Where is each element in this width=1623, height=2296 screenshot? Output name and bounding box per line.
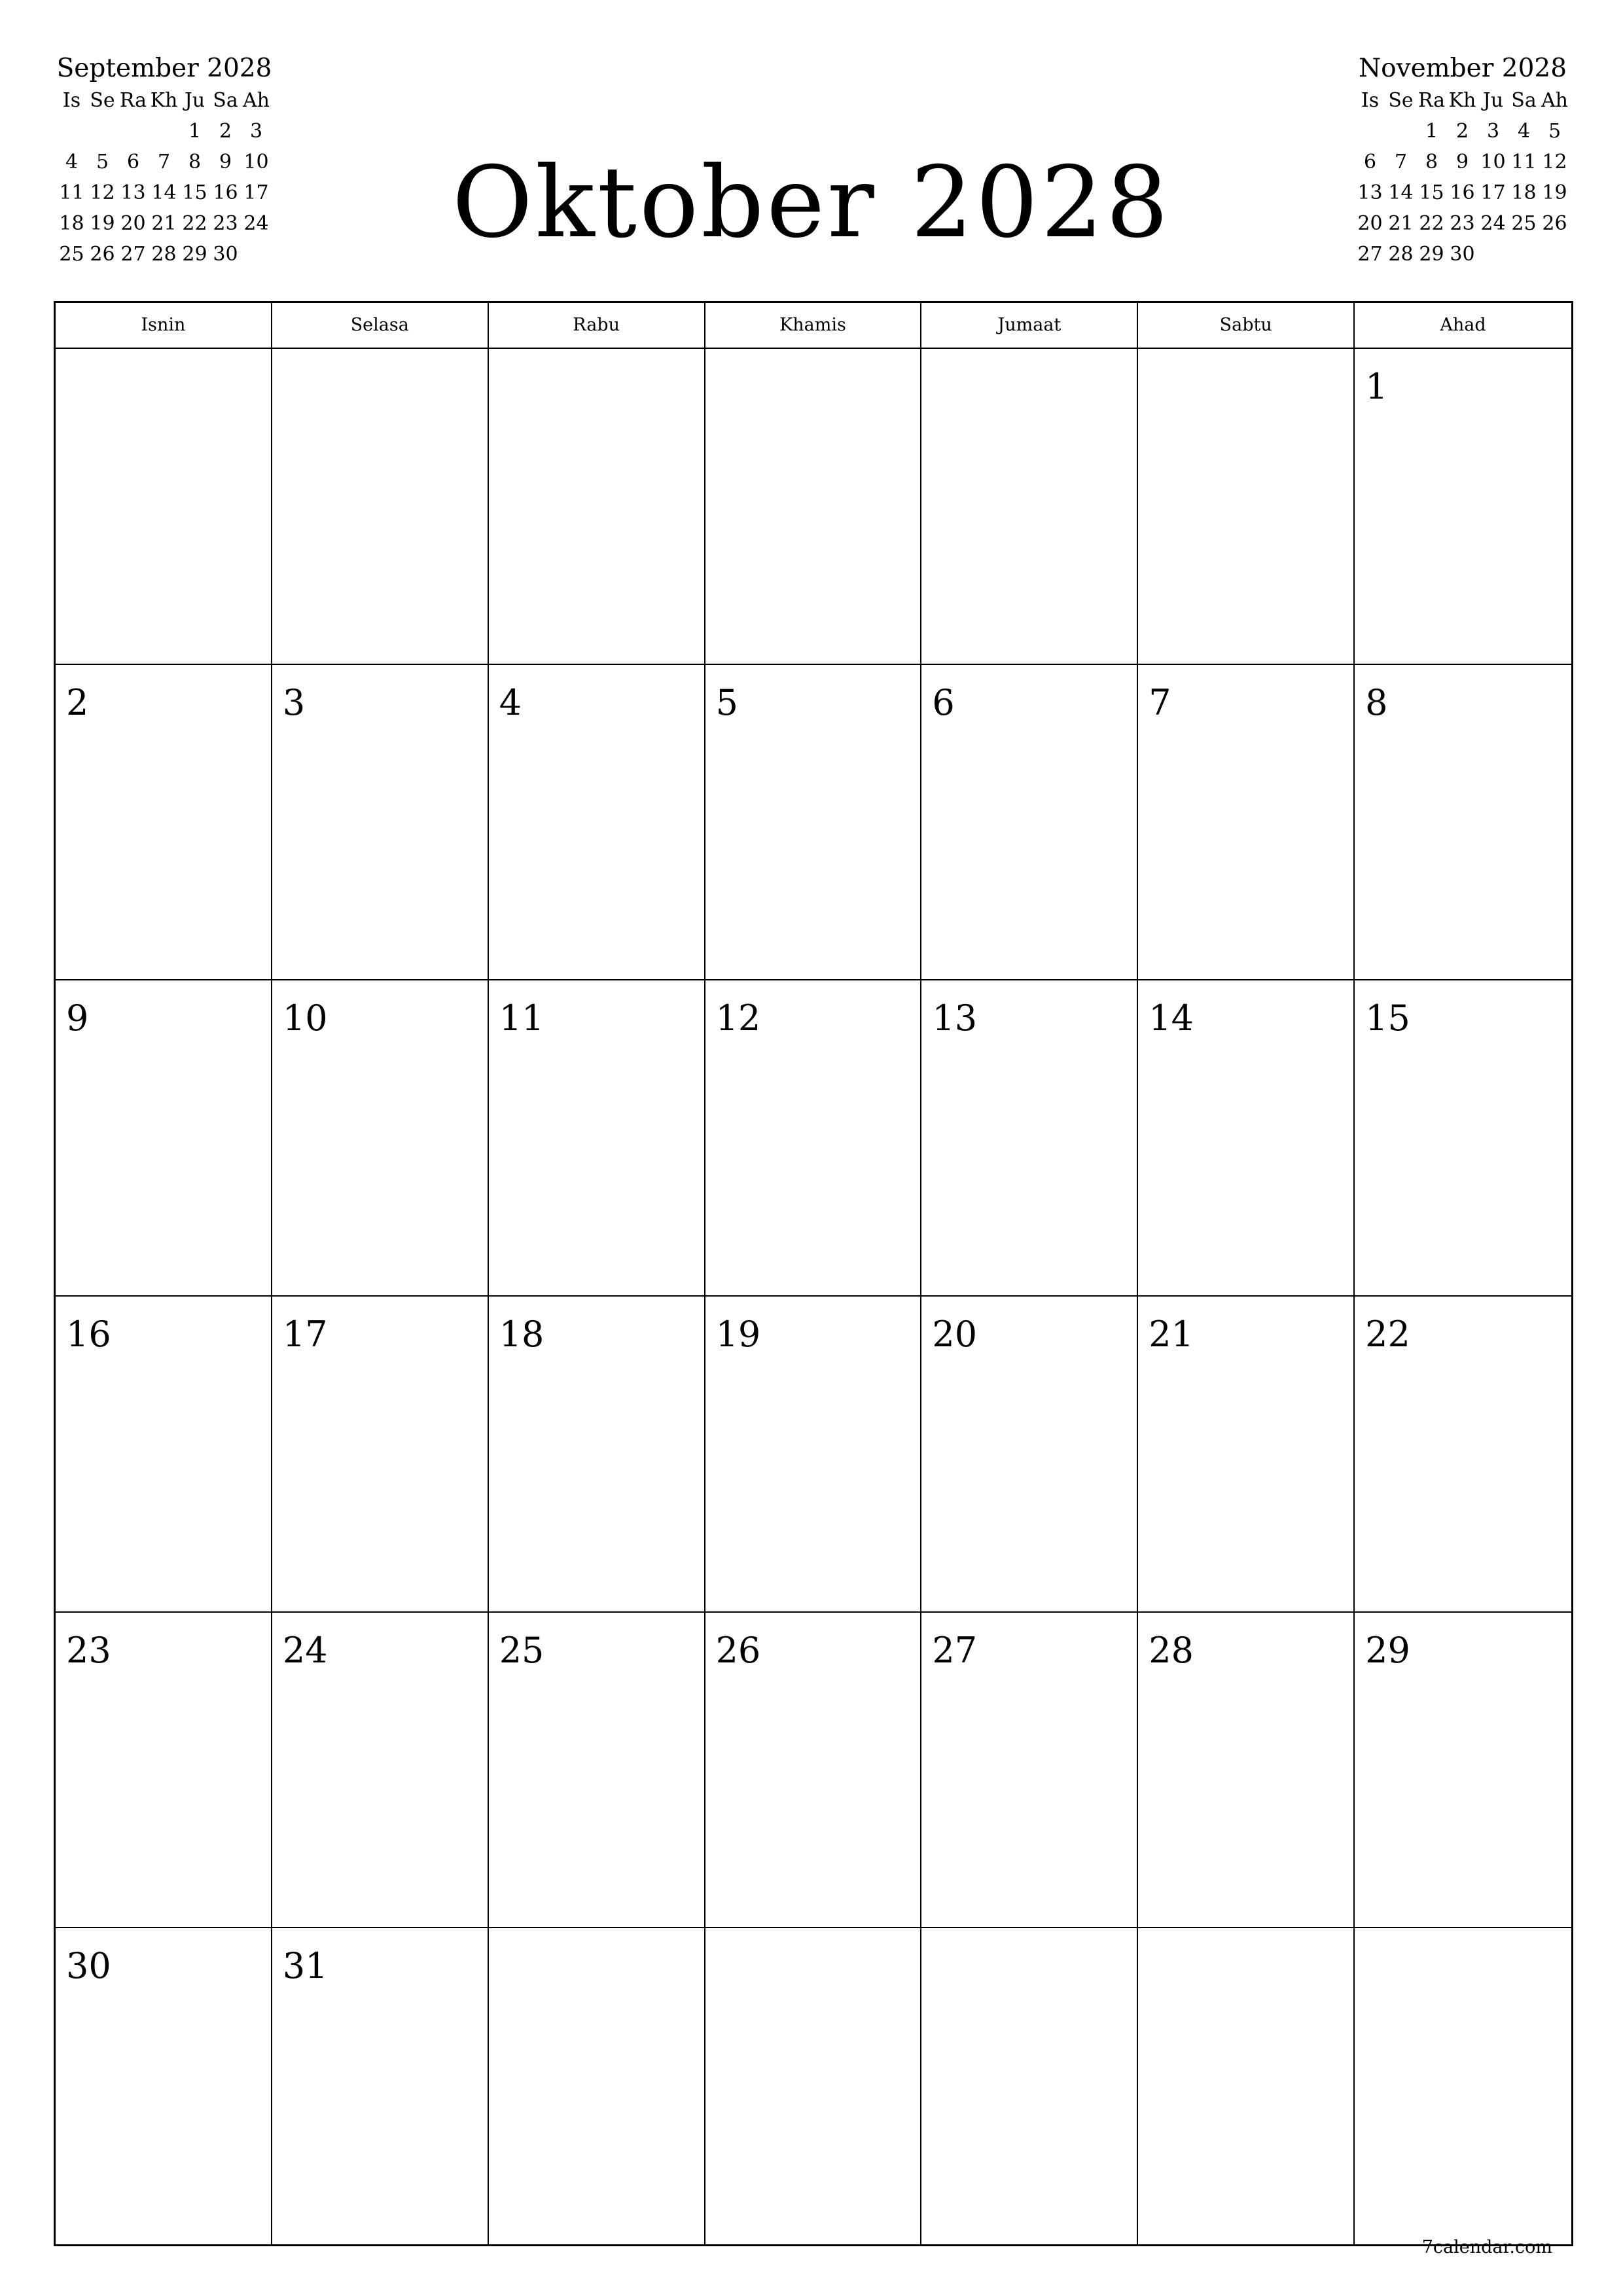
mini-weekday: Kh xyxy=(1448,89,1476,112)
day-number: 31 xyxy=(282,1945,328,1987)
day-number: 26 xyxy=(715,1629,761,1671)
day-number: 21 xyxy=(1149,1313,1194,1355)
day-cell xyxy=(705,1613,922,1929)
mini-day: 10 xyxy=(243,151,269,173)
mini-weekday: Ah xyxy=(243,89,270,112)
mini-calendar-prev-title: September 2028 xyxy=(56,54,272,83)
mini-weekday: Ju xyxy=(1482,89,1504,112)
day-number: 17 xyxy=(282,1313,328,1355)
day-cell xyxy=(489,349,705,665)
day-cell xyxy=(1138,665,1355,981)
mini-day: 4 xyxy=(1517,120,1531,143)
mini-day: 9 xyxy=(1455,151,1469,173)
mini-day: 19 xyxy=(90,212,115,235)
mini-weekday: Ra xyxy=(1418,89,1446,112)
day-cell xyxy=(1355,349,1571,665)
day-number: 4 xyxy=(499,681,522,723)
weekday-header: Khamis xyxy=(705,303,922,348)
day-cells xyxy=(56,349,1571,2244)
mini-day: 1 xyxy=(1425,120,1438,143)
day-cell xyxy=(272,665,489,981)
day-number: 18 xyxy=(499,1313,544,1355)
weekday-header: Jumaat xyxy=(921,303,1138,348)
day-cell xyxy=(489,1613,705,1929)
day-cell xyxy=(1138,1613,1355,1929)
mini-day xyxy=(149,116,179,147)
day-number: 15 xyxy=(1365,997,1410,1039)
mini-day: 29 xyxy=(1419,243,1444,266)
mini-day: 5 xyxy=(1548,120,1561,143)
day-number: 19 xyxy=(715,1313,761,1355)
day-cell xyxy=(56,1613,272,1929)
mini-day: 26 xyxy=(1542,212,1567,235)
mini-day: 16 xyxy=(213,181,238,204)
mini-day: 17 xyxy=(243,181,269,204)
day-number: 12 xyxy=(715,997,761,1039)
day-cell xyxy=(56,1928,272,2244)
mini-day xyxy=(56,116,87,147)
mini-calendar-next-grid xyxy=(1355,85,1571,270)
mini-day: 5 xyxy=(96,151,109,173)
day-cell xyxy=(921,1928,1138,2244)
mini-day: 24 xyxy=(1480,212,1506,235)
day-cell xyxy=(489,980,705,1297)
day-number: 7 xyxy=(1149,681,1171,723)
day-number: 14 xyxy=(1149,997,1194,1039)
mini-day: 3 xyxy=(249,120,263,143)
mini-day: 20 xyxy=(1357,212,1383,235)
weekday-header: Rabu xyxy=(489,303,705,348)
mini-day: 14 xyxy=(1388,181,1414,204)
day-number: 8 xyxy=(1365,681,1388,723)
mini-day: 28 xyxy=(151,243,177,266)
day-number: 13 xyxy=(932,997,978,1039)
day-cell xyxy=(921,665,1138,981)
weekday-header: Selasa xyxy=(272,303,489,348)
weekday-header-row xyxy=(56,303,1571,349)
mini-day: 8 xyxy=(1425,151,1438,173)
day-cell xyxy=(705,1928,922,2244)
mini-day: 3 xyxy=(1486,120,1500,143)
mini-day: 7 xyxy=(1394,151,1408,173)
mini-day: 18 xyxy=(1511,181,1537,204)
mini-weekday: Ju xyxy=(184,89,205,112)
day-number: 5 xyxy=(715,681,738,723)
day-cell xyxy=(705,980,922,1297)
day-number: 10 xyxy=(282,997,328,1039)
day-cell xyxy=(489,1928,705,2244)
day-cell xyxy=(1355,665,1571,981)
mini-day xyxy=(1385,116,1416,147)
mini-day: 14 xyxy=(151,181,177,204)
day-cell xyxy=(272,349,489,665)
mini-day: 22 xyxy=(1419,212,1444,235)
day-cell xyxy=(1355,1297,1571,1613)
mini-day: 28 xyxy=(1388,243,1414,266)
mini-day: 15 xyxy=(1419,181,1444,204)
mini-day xyxy=(118,116,149,147)
mini-day: 10 xyxy=(1480,151,1506,173)
mini-day: 25 xyxy=(1511,212,1537,235)
day-number: 16 xyxy=(66,1313,111,1355)
day-number: 20 xyxy=(932,1313,978,1355)
mini-day: 18 xyxy=(59,212,84,235)
day-cell xyxy=(1138,1928,1355,2244)
day-cell xyxy=(705,665,922,981)
day-cell xyxy=(921,1297,1138,1613)
day-cell xyxy=(705,349,922,665)
mini-weekday: Is xyxy=(62,89,81,112)
mini-day: 17 xyxy=(1480,181,1506,204)
day-number: 2 xyxy=(66,681,89,723)
day-cell xyxy=(272,980,489,1297)
mini-day: 23 xyxy=(1450,212,1475,235)
watermark: 7calendar.com xyxy=(1421,2237,1552,2257)
day-cell xyxy=(56,1297,272,1613)
mini-day: 30 xyxy=(213,243,238,266)
mini-weekday: Sa xyxy=(1511,89,1537,112)
mini-day xyxy=(1508,239,1539,270)
mini-day: 21 xyxy=(1388,212,1414,235)
mini-weekday: Is xyxy=(1361,89,1380,112)
day-number: 11 xyxy=(499,997,544,1039)
mini-day: 6 xyxy=(126,151,140,173)
day-cell xyxy=(1355,1928,1571,2244)
mini-day: 23 xyxy=(213,212,238,235)
weekday-header: Isnin xyxy=(56,303,272,348)
day-number: 25 xyxy=(499,1629,544,1671)
day-number: 29 xyxy=(1365,1629,1410,1671)
mini-day: 22 xyxy=(182,212,207,235)
day-cell xyxy=(921,980,1138,1297)
mini-weekday: Ah xyxy=(1541,89,1568,112)
mini-day: 29 xyxy=(182,243,207,266)
mini-day: 7 xyxy=(157,151,171,173)
day-cell xyxy=(1138,1297,1355,1613)
day-cell xyxy=(56,665,272,981)
weekday-header: Ahad xyxy=(1440,315,1486,335)
mini-day: 8 xyxy=(188,151,202,173)
day-cell xyxy=(1138,980,1355,1297)
day-cell xyxy=(1138,349,1355,665)
day-number: 6 xyxy=(932,681,955,723)
day-number: 30 xyxy=(66,1945,111,1987)
day-number: 27 xyxy=(932,1629,978,1671)
mini-day xyxy=(1539,239,1570,270)
mini-day: 6 xyxy=(1363,151,1377,173)
mini-day xyxy=(1478,239,1508,270)
mini-day: 11 xyxy=(59,181,84,204)
day-number: 23 xyxy=(66,1629,111,1671)
mini-day: 2 xyxy=(219,120,232,143)
day-cell xyxy=(56,980,272,1297)
mini-day: 12 xyxy=(1542,151,1567,173)
mini-day: 2 xyxy=(1455,120,1469,143)
day-number: 3 xyxy=(282,681,306,723)
mini-day: 12 xyxy=(90,181,115,204)
mini-day: 21 xyxy=(151,212,177,235)
mini-day: 13 xyxy=(1357,181,1383,204)
mini-day: 13 xyxy=(120,181,146,204)
mini-day: 20 xyxy=(120,212,146,235)
mini-day: 30 xyxy=(1450,243,1475,266)
mini-day: 11 xyxy=(1511,151,1537,173)
weekday-header: Sabtu xyxy=(1138,303,1355,348)
mini-day: 27 xyxy=(1357,243,1383,266)
day-number: 24 xyxy=(282,1629,328,1671)
day-cell xyxy=(1355,1613,1571,1929)
day-cell xyxy=(272,1928,489,2244)
day-cell xyxy=(489,1297,705,1613)
mini-day: 4 xyxy=(65,151,79,173)
day-cell xyxy=(489,665,705,981)
mini-day: 24 xyxy=(243,212,269,235)
day-cell xyxy=(56,349,272,665)
day-number: 1 xyxy=(1365,366,1388,407)
mini-weekday: Se xyxy=(90,89,115,112)
mini-day: 15 xyxy=(182,181,207,204)
mini-weekday: Kh xyxy=(150,89,178,112)
mini-calendar-next xyxy=(1355,52,1571,270)
mini-weekday: Ra xyxy=(119,89,147,112)
day-cell xyxy=(272,1297,489,1613)
day-number: 9 xyxy=(66,997,89,1039)
mini-day xyxy=(1355,116,1385,147)
day-cell xyxy=(705,1297,922,1613)
mini-day: 26 xyxy=(90,243,115,266)
mini-day: 1 xyxy=(188,120,202,143)
day-number: 22 xyxy=(1365,1313,1410,1355)
mini-day: 25 xyxy=(59,243,84,266)
day-cell xyxy=(921,349,1138,665)
day-cell xyxy=(1355,980,1571,1297)
mini-day: 9 xyxy=(219,151,232,173)
mini-day: 27 xyxy=(120,243,146,266)
day-cell xyxy=(272,1613,489,1929)
mini-day: 16 xyxy=(1450,181,1475,204)
mini-day: 19 xyxy=(1542,181,1567,204)
month-grid xyxy=(54,301,1573,2246)
mini-weekday: Sa xyxy=(213,89,238,112)
day-cell xyxy=(921,1613,1138,1929)
mini-weekday: Se xyxy=(1388,89,1414,112)
mini-day xyxy=(87,116,118,147)
day-number: 28 xyxy=(1149,1629,1194,1671)
page-title: Oktober 2028 xyxy=(452,146,1171,260)
mini-calendar-next-title: November 2028 xyxy=(1358,54,1567,83)
